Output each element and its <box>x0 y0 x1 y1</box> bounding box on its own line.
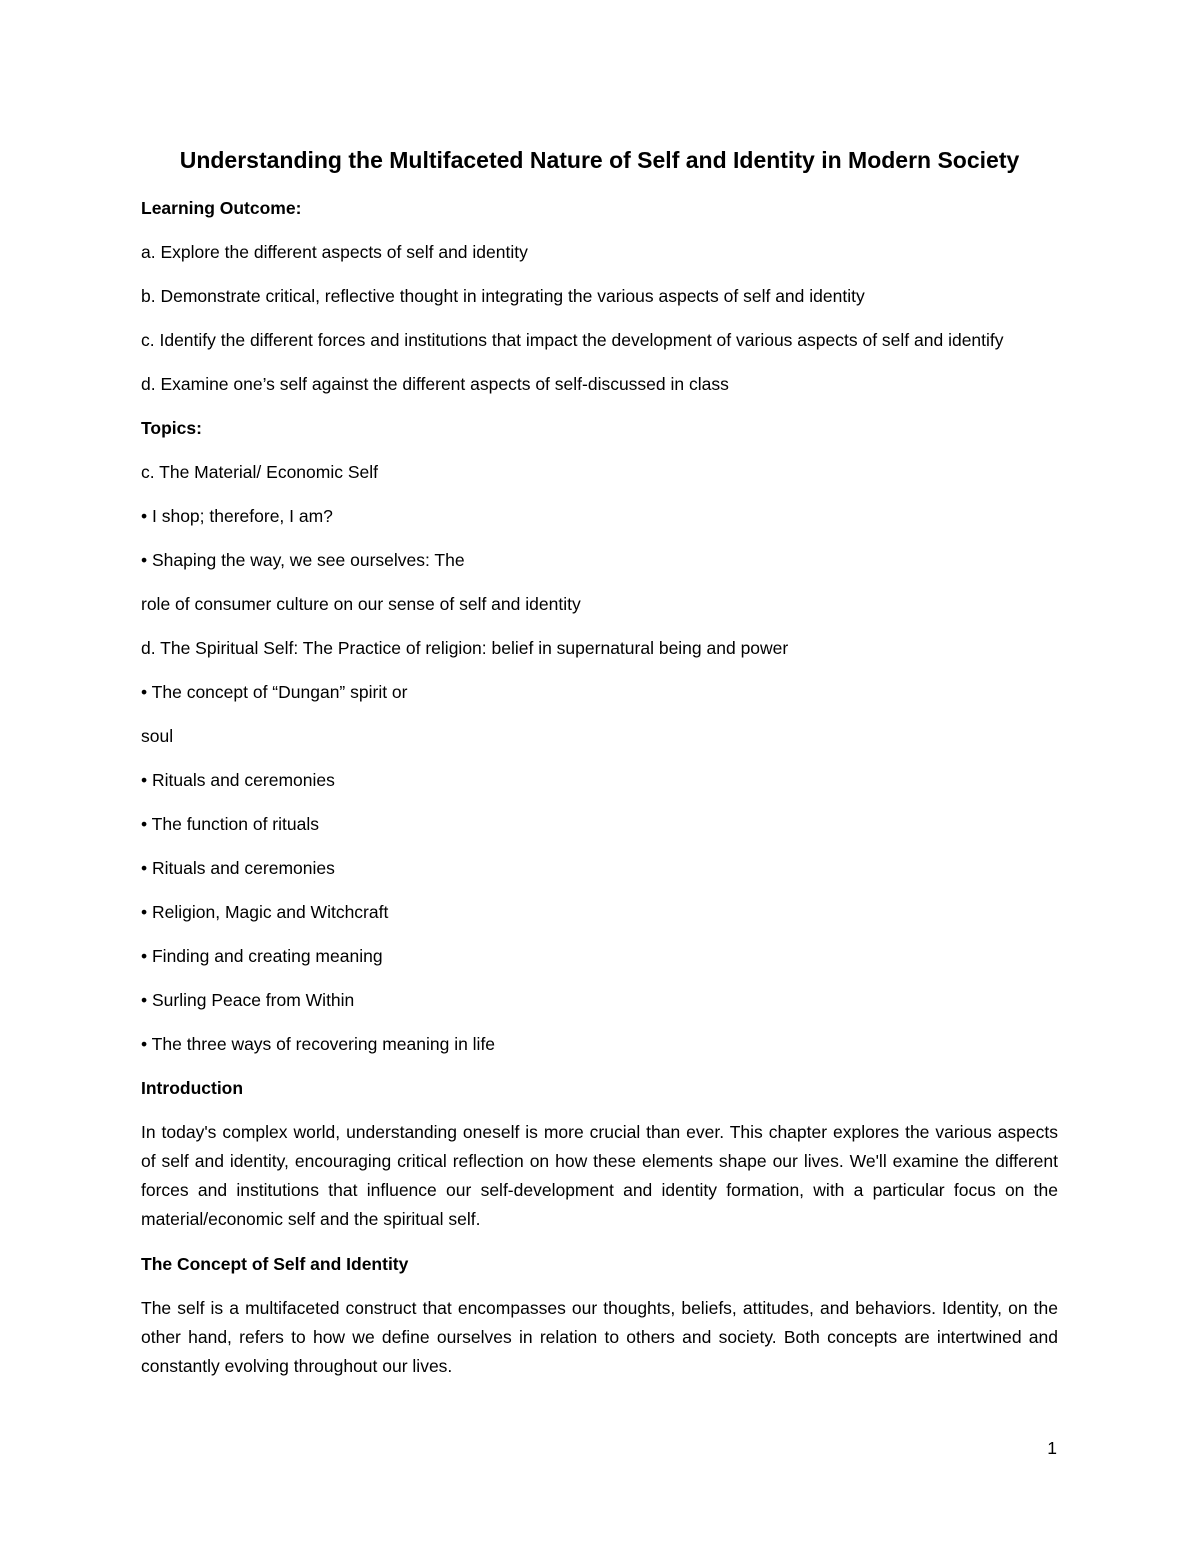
concept-paragraph: The self is a multifaceted construct that encompasses our thoughts, beliefs, attitudes, and behaviors. Identity, on the other hand, refers to how we define ourselves in relation to others and society. Both concepts are intertwined and constantly evolving throughout our lives. <box>141 1298 1058 1376</box>
topic-line: • The concept of “Dungan” spirit or <box>141 682 408 702</box>
topic-line: • Religion, Magic and Witchcraft <box>141 902 389 922</box>
topic-line: • The function of rituals <box>141 814 319 834</box>
learning-outcome-item: c. Identify the different forces and institutions that impact the development of various aspects of self and identify <box>141 330 1004 350</box>
topic-line: role of consumer culture on our sense of self and identity <box>141 594 581 614</box>
concept-heading: The Concept of Self and Identity <box>141 1254 409 1274</box>
learning-outcome-item: a. Explore the different aspects of self and identity <box>141 242 528 262</box>
topic-line: • Surling Peace from Within <box>141 990 355 1010</box>
topic-line: • Rituals and ceremonies <box>141 770 335 790</box>
topics-heading: Topics: <box>141 418 202 438</box>
topic-line: • Finding and creating meaning <box>141 946 383 966</box>
introduction-paragraph: In today's complex world, understanding oneself is more crucial than ever. This chapter explores the various aspects of self and identity, encouraging critical reflection on how these elements shape our lives. We'll examine the different forces and institutions that influence our self-development and identity formation, with a particular focus on the material/economic self and the spiritual self. <box>141 1122 1058 1229</box>
learning-outcome-item: d. Examine one’s self against the different aspects of self-discussed in class <box>141 374 729 394</box>
topic-line: • I shop; therefore, I am? <box>141 506 333 526</box>
topic-line: • Rituals and ceremonies <box>141 858 335 878</box>
topic-line: • Shaping the way, we see ourselves: The <box>141 550 465 570</box>
introduction-heading: Introduction <box>141 1078 244 1098</box>
learning-outcome-item: b. Demonstrate critical, reflective thought in integrating the various aspects of self and identity <box>141 286 865 306</box>
page-number: 1 <box>1047 1438 1057 1458</box>
learning-outcome-heading: Learning Outcome: <box>141 198 302 218</box>
topic-line: soul <box>141 726 174 746</box>
topic-line: c. The Material/ Economic Self <box>141 462 378 482</box>
document-title: Understanding the Multifaceted Nature of Self and Identity in Modern Society <box>179 147 1020 173</box>
topic-line: • The three ways of recovering meaning in life <box>141 1034 496 1054</box>
document-body <box>141 140 1058 1397</box>
topic-line: d. The Spiritual Self: The Practice of religion: belief in supernatural being and power <box>141 638 789 658</box>
